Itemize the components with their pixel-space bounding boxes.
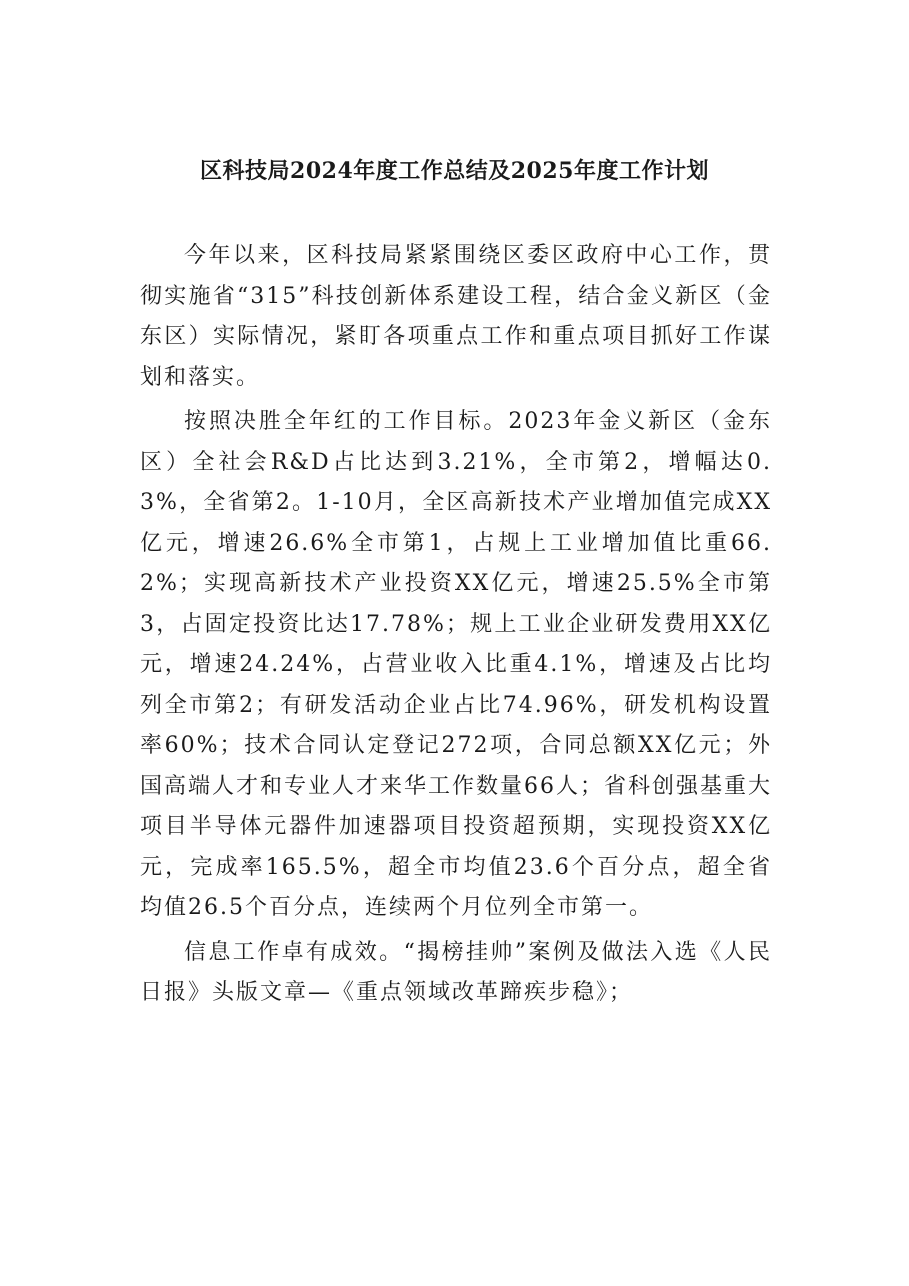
paragraph-intro: 今年以来，区科技局紧紧围绕区委区政府中心工作，贯彻实施省“315”科技创新体系建设工程，结合金义新区（金东区）实际情况，紧盯各项重点工作和重点项目抓好工作谋划和落实。 [140, 243, 772, 390]
document-body [140, 236, 772, 1014]
document-title: 区科技局2024年度工作总结及2025年度工作计划 [200, 158, 709, 184]
paragraph-targets: 按照决胜全年红的工作目标。2023年金义新区（金东区）全社会R&D占比达到3.21%，全市第2，增幅达0.3%，全省第2。1-10月，全区高新技术产业增加值完成XX亿元，增速26.6%全市第1，占规上工业增加值比重66.2%；实现高新技术产业投资XX亿元，增速25.5%全市第3，占固定投资比达17.78%；规上工业企业研发费用XX亿元，增速24.24%，占营业收入比重4.1%，增速及占比均列全市第2；有研发活动企业占比74.96%，研发机构设置率60%；技术合同认定登记272项，合同总额XX亿元；外国高端人才和专业人才来华工作数量66人；省科创强基重大项目半导体元器件加速器项目投资超预期，实现投资XX亿元，完成率165.5%，超全市均值23.6个百分点，超全省均值26.5个百分点，连续两个月位列全市第一。 [140, 409, 772, 920]
paragraph-information-work: 信息工作卓有成效。“揭榜挂帅”案例及做法入选《人民日报》头版文章—《重点领域改革蹄疾步稳》； [140, 939, 772, 1005]
